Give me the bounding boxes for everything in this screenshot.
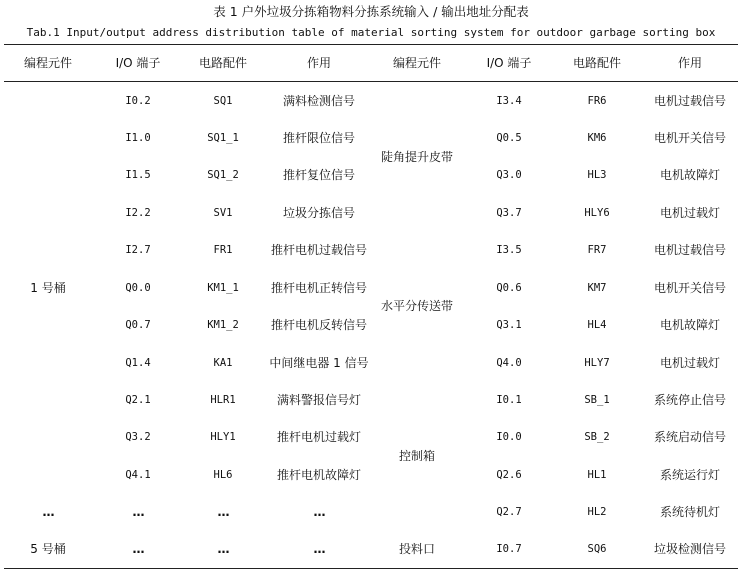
left-io-cell: Q0.7	[125, 318, 151, 331]
column-header: I/O 端子	[115, 56, 161, 70]
left-part-cell: HLY1	[210, 430, 236, 443]
right-io-cell: Q3.0	[496, 168, 522, 181]
right-function-cell: 电机过载信号	[653, 243, 727, 257]
left-io-cell: I2.2	[125, 206, 151, 219]
left-part-cell: SQ1	[213, 94, 233, 107]
right-io-cell: Q3.7	[496, 206, 522, 219]
right-part-cell: HLY7	[584, 356, 610, 369]
left-function-cell: 满料警报信号灯	[276, 393, 362, 407]
left-io-cell: Q0.0	[125, 281, 151, 294]
left-part-cell: KM1_1	[207, 281, 239, 294]
table-top-rule	[4, 44, 738, 45]
left-function-cell: 推杆复位信号	[282, 168, 356, 182]
left-io-cell: I1.5	[125, 168, 151, 181]
right-io-cell: Q2.7	[496, 505, 522, 518]
left-part-cell: HLR1	[210, 393, 236, 406]
column-header: 编程元件	[392, 56, 442, 70]
right-part-cell: FR6	[587, 94, 607, 107]
left-group-label: 1 号桶	[30, 281, 66, 295]
right-io-cell: Q3.1	[496, 318, 522, 331]
right-part-cell: HL1	[587, 468, 607, 481]
right-io-cell: Q4.0	[496, 356, 522, 369]
right-group-label: 控制箱	[398, 449, 436, 463]
right-group-label: 投料口	[398, 542, 436, 556]
left-function-cell: 推杆电机过载信号	[270, 243, 368, 257]
right-io-cell: I0.0	[496, 430, 522, 443]
left-part-cell: SQ1_1	[207, 131, 239, 144]
left-io-cell: Q3.2	[125, 430, 151, 443]
right-part-cell: SB_1	[584, 393, 610, 406]
left-function-cell: 垃圾分拣信号	[282, 206, 356, 220]
column-header: 电路配件	[572, 56, 622, 70]
right-part-cell: FR7	[587, 243, 607, 256]
left-io-cell: I0.2	[125, 94, 151, 107]
left-io-cell: …	[132, 542, 144, 556]
right-part-cell: SB_2	[584, 430, 610, 443]
left-io-cell: Q2.1	[125, 393, 151, 406]
left-function-cell: 推杆电机反转信号	[270, 318, 368, 332]
right-group-label: 陡角提升皮带	[380, 150, 454, 164]
column-header: 作用	[677, 56, 703, 70]
left-function-cell: 中间继电器 1 信号	[269, 356, 369, 370]
right-part-cell: HLY6	[584, 206, 610, 219]
left-function-cell: 满料检测信号	[282, 94, 356, 108]
right-group-label: 水平分传送带	[380, 299, 454, 313]
left-part-cell: …	[217, 542, 229, 556]
right-function-cell: 电机开关信号	[653, 281, 727, 295]
column-header: 电路配件	[198, 56, 248, 70]
right-io-cell: Q0.5	[496, 131, 522, 144]
right-io-cell: I3.5	[496, 243, 522, 256]
right-part-cell: KM7	[587, 281, 607, 294]
right-function-cell: 垃圾检测信号	[653, 542, 727, 556]
left-function-cell: 推杆限位信号	[282, 131, 356, 145]
left-part-cell: HL6	[213, 468, 233, 481]
right-part-cell: HL4	[587, 318, 607, 331]
right-io-cell: I0.7	[496, 542, 522, 555]
right-function-cell: 系统启动信号	[653, 430, 727, 444]
left-group-label: 5 号桶	[30, 542, 66, 556]
left-io-cell: I2.7	[125, 243, 151, 256]
left-part-cell: FR1	[213, 243, 233, 256]
right-function-cell: 电机过载信号	[653, 94, 727, 108]
column-header: 作用	[306, 56, 332, 70]
left-part-cell: SQ1_2	[207, 168, 239, 181]
left-function-cell: 推杆电机过载灯	[276, 430, 362, 444]
column-header: 编程元件	[23, 56, 73, 70]
left-function-cell: 推杆电机正转信号	[270, 281, 368, 295]
left-function-cell: …	[313, 542, 325, 556]
left-io-cell: Q1.4	[125, 356, 151, 369]
right-io-cell: I0.1	[496, 393, 522, 406]
left-part-cell: SV1	[213, 206, 233, 219]
table-header-rule	[4, 81, 738, 82]
left-part-cell: KM1_2	[207, 318, 239, 331]
right-part-cell: KM6	[587, 131, 607, 144]
right-function-cell: 系统停止信号	[653, 393, 727, 407]
right-function-cell: 电机故障灯	[659, 168, 721, 182]
left-io-cell: …	[132, 505, 144, 519]
right-io-cell: I3.4	[496, 94, 522, 107]
right-function-cell: 电机过载灯	[659, 206, 721, 220]
right-io-cell: Q0.6	[496, 281, 522, 294]
left-part-cell: KA1	[213, 356, 233, 369]
right-function-cell: 电机过载灯	[659, 356, 721, 370]
left-part-cell: …	[217, 505, 229, 519]
left-group-label: …	[42, 505, 54, 519]
right-function-cell: 电机开关信号	[653, 131, 727, 145]
right-part-cell: SQ6	[587, 542, 607, 555]
right-part-cell: HL2	[587, 505, 607, 518]
right-io-cell: Q2.6	[496, 468, 522, 481]
table-caption-cn: 表 1 户外垃圾分拣箱物料分拣系统输入 / 输出地址分配表	[213, 4, 529, 19]
table-bottom-rule	[4, 568, 738, 569]
right-function-cell: 系统运行灯	[659, 468, 721, 482]
right-function-cell: 电机故障灯	[659, 318, 721, 332]
column-header: I/O 端子	[486, 56, 532, 70]
left-io-cell: Q4.1	[125, 468, 151, 481]
left-function-cell: 推杆电机故障灯	[276, 468, 362, 482]
right-part-cell: HL3	[587, 168, 607, 181]
table-caption-en: Tab.1 Input/output address distribution table of material sorting system for outdoor garbage sorting box	[26, 26, 716, 39]
left-io-cell: I1.0	[125, 131, 151, 144]
left-function-cell: …	[313, 505, 325, 519]
right-function-cell: 系统待机灯	[659, 505, 721, 519]
